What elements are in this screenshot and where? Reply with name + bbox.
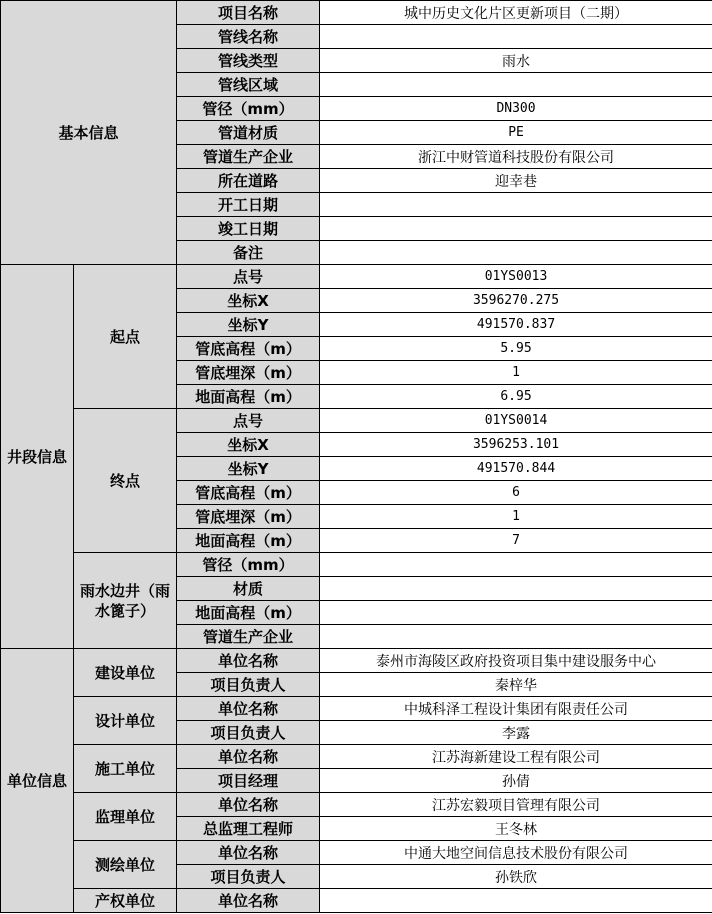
group-start: 起点	[74, 265, 177, 409]
field-value: 孙倩	[320, 769, 712, 793]
field-label: 管底高程（m）	[177, 337, 320, 361]
field-value: 1	[320, 361, 712, 385]
field-label: 点号	[177, 409, 320, 433]
field-value	[320, 217, 712, 241]
table-row	[1, 649, 712, 673]
field-value: PE	[320, 121, 712, 145]
field-value: 中城科泽工程设计集团有限责任公司	[320, 697, 712, 721]
field-label: 管道生产企业	[177, 625, 320, 649]
field-label: 坐标Y	[177, 457, 320, 481]
group-side: 雨水边井（雨水篦子）	[74, 553, 177, 649]
section-well-info: 井段信息	[1, 265, 74, 649]
field-value: 5.95	[320, 337, 712, 361]
field-label: 所在道路	[177, 169, 320, 193]
field-label: 地面高程（m）	[177, 529, 320, 553]
field-value	[320, 193, 712, 217]
field-label: 项目名称	[177, 1, 320, 25]
field-value: 6.95	[320, 385, 712, 409]
field-label: 单位名称	[177, 793, 320, 817]
field-label: 单位名称	[177, 649, 320, 673]
table-row	[1, 409, 712, 433]
field-value: 孙铁欣	[320, 865, 712, 889]
field-value: 3596270.275	[320, 289, 712, 313]
field-value: 1	[320, 505, 712, 529]
table-row	[1, 889, 712, 913]
field-value: 491570.837	[320, 313, 712, 337]
table-row	[1, 697, 712, 721]
field-label: 单位名称	[177, 697, 320, 721]
field-value	[320, 553, 712, 577]
field-value: 01YS0013	[320, 265, 712, 289]
field-value: 中通大地空间信息技术股份有限公司	[320, 841, 712, 865]
field-label: 地面高程（m）	[177, 385, 320, 409]
field-label: 开工日期	[177, 193, 320, 217]
field-value: 6	[320, 481, 712, 505]
unit-group-name: 监理单位	[74, 793, 177, 841]
field-value	[320, 73, 712, 97]
field-label: 总监理工程师	[177, 817, 320, 841]
field-label: 管底埋深（m）	[177, 505, 320, 529]
field-value: 江苏宏毅项目管理有限公司	[320, 793, 712, 817]
field-value	[320, 625, 712, 649]
field-value: 江苏海新建设工程有限公司	[320, 745, 712, 769]
field-label: 竣工日期	[177, 217, 320, 241]
field-label: 管道生产企业	[177, 145, 320, 169]
unit-group-name: 设计单位	[74, 697, 177, 745]
section-unit-info: 单位信息	[1, 649, 74, 913]
field-label: 项目负责人	[177, 721, 320, 745]
field-label: 管径（mm）	[177, 553, 320, 577]
field-label: 项目负责人	[177, 673, 320, 697]
field-label: 管底高程（m）	[177, 481, 320, 505]
table-row	[1, 841, 712, 865]
field-value: 迎幸巷	[320, 169, 712, 193]
field-value: 01YS0014	[320, 409, 712, 433]
field-value: 浙江中财管道科技股份有限公司	[320, 145, 712, 169]
field-label: 管底埋深（m）	[177, 361, 320, 385]
unit-group-name: 产权单位	[74, 889, 177, 913]
table-row	[1, 265, 712, 289]
field-label: 备注	[177, 241, 320, 265]
field-label: 管道材质	[177, 121, 320, 145]
unit-group-name: 测绘单位	[74, 841, 177, 889]
group-end: 终点	[74, 409, 177, 553]
field-label: 项目负责人	[177, 865, 320, 889]
table-row	[1, 1, 712, 25]
field-label: 项目经理	[177, 769, 320, 793]
field-label: 材质	[177, 577, 320, 601]
field-value	[320, 577, 712, 601]
field-label: 坐标Y	[177, 313, 320, 337]
field-value: 王冬林	[320, 817, 712, 841]
field-value: 城中历史文化片区更新项目（二期）	[320, 1, 712, 25]
table-row	[1, 745, 712, 769]
field-label: 点号	[177, 265, 320, 289]
field-value	[320, 25, 712, 49]
field-value: 491570.844	[320, 457, 712, 481]
unit-group-name: 建设单位	[74, 649, 177, 697]
table-row	[1, 553, 712, 577]
field-label: 坐标X	[177, 433, 320, 457]
field-value: 3596253.101	[320, 433, 712, 457]
field-value: 秦梓华	[320, 673, 712, 697]
field-label: 单位名称	[177, 745, 320, 769]
field-value	[320, 241, 712, 265]
unit-group-name: 施工单位	[74, 745, 177, 793]
field-value: 泰州市海陵区政府投资项目集中建设服务中心	[320, 649, 712, 673]
field-value	[320, 889, 712, 913]
table-row	[1, 793, 712, 817]
field-label: 管线类型	[177, 49, 320, 73]
field-label: 地面高程（m）	[177, 601, 320, 625]
field-label: 坐标X	[177, 289, 320, 313]
field-label: 单位名称	[177, 841, 320, 865]
section-basic-info: 基本信息	[1, 1, 177, 265]
field-label: 单位名称	[177, 889, 320, 913]
field-label: 管线名称	[177, 25, 320, 49]
field-value: 7	[320, 529, 712, 553]
field-label: 管线区域	[177, 73, 320, 97]
field-value: 雨水	[320, 49, 712, 73]
field-label: 管径（mm）	[177, 97, 320, 121]
field-value: DN300	[320, 97, 712, 121]
field-value: 李露	[320, 721, 712, 745]
field-value	[320, 601, 712, 625]
